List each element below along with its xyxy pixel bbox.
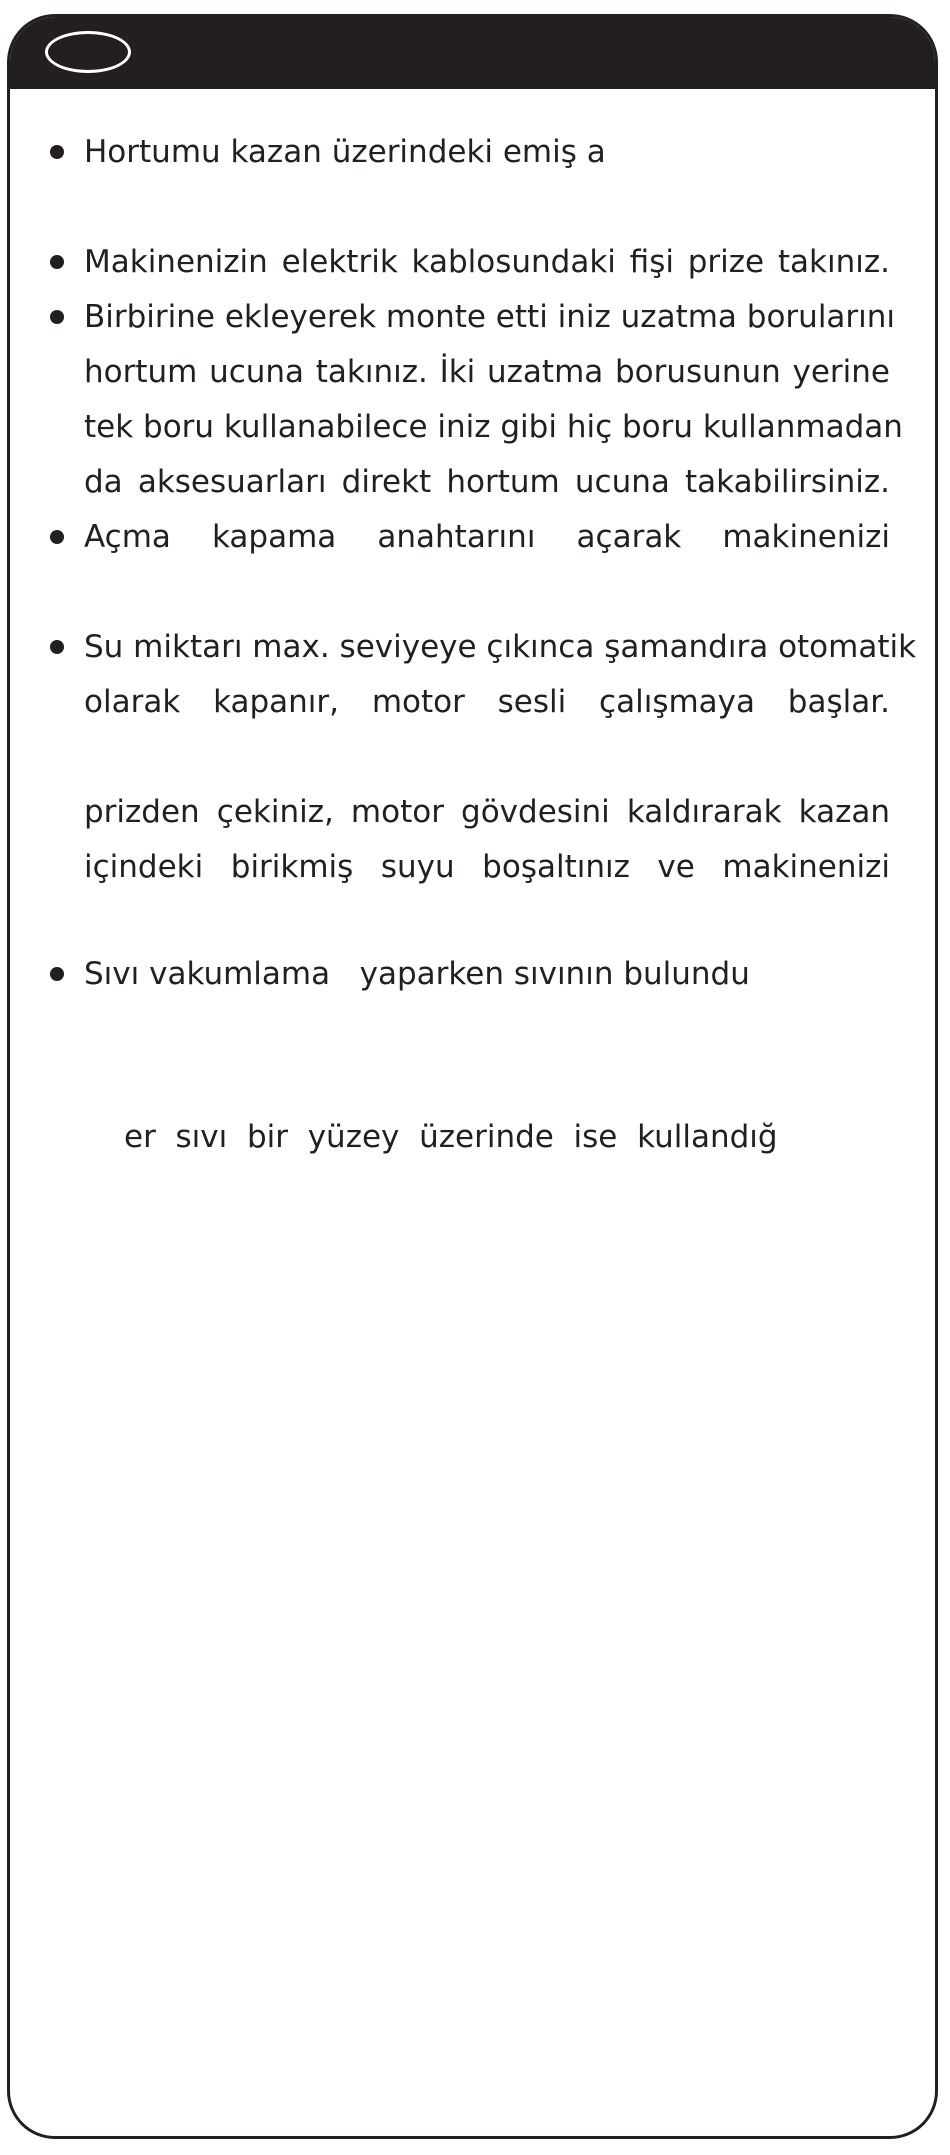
- header-bar: [10, 17, 935, 89]
- instruction-line: Sıvı vakumlama yaparken sıvının bulundu: [84, 956, 750, 992]
- bullet-icon: [50, 310, 64, 324]
- bullet-icon: [50, 640, 64, 654]
- instruction-line: Makinenizin elektrik kablosundaki fişi prize takınız.: [84, 244, 890, 280]
- bullet-icon: [50, 145, 64, 159]
- page-number-oval: [45, 31, 131, 73]
- instruction-line: Hortumu kazan üzerindeki emiş a: [84, 134, 606, 170]
- instruction-line: hortum ucuna takınız. İki uzatma borusunun yerine: [84, 354, 890, 390]
- instruction-line: Açma kapama anahtarını açarak makinenizi: [84, 519, 890, 555]
- bullet-icon: [50, 530, 64, 544]
- instruction-line: da aksesuarları direkt hortum ucuna takabilirsiniz.: [84, 464, 890, 500]
- bullet-icon: [50, 967, 64, 981]
- instruction-line: tek boru kullanabilece iniz gibi hiç boru kullanmadan: [84, 409, 903, 445]
- instruction-line: olarak kapanır, motor sesli çalışmaya başlar.: [84, 684, 890, 720]
- instruction-line: içindeki birikmiş suyu boşaltınız ve makinenizi: [84, 849, 890, 885]
- bullet-icon: [50, 255, 64, 269]
- instruction-line: Su miktarı max. seviyeye çıkınca şamandıra otomatik: [84, 629, 917, 665]
- instruction-line: er sıvı bir yüzey üzerinde ise kullandığ: [124, 1119, 778, 1155]
- instruction-line: prizden çekiniz, motor gövdesini kaldırarak kazan: [84, 794, 890, 830]
- instruction-line: Birbirine ekleyerek monte etti iniz uzatma borularını: [84, 299, 896, 335]
